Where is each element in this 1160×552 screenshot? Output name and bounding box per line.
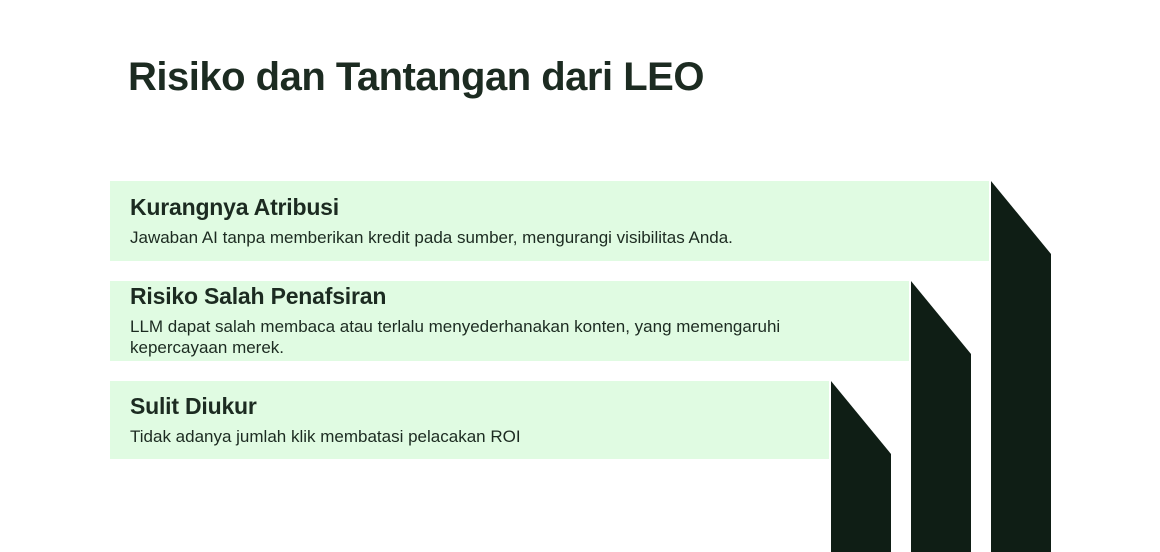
- decor-bar-left: [831, 381, 891, 552]
- risk-card-lack-of-attribution: [110, 181, 989, 261]
- risk-card-misinterpretation: [110, 281, 909, 361]
- card-heading: Sulit Diukur: [130, 393, 257, 420]
- card-body: Jawaban AI tanpa memberikan kredit pada sumber, mengurangi visibilitas Anda.: [130, 227, 733, 247]
- card-body: Tidak adanya jumlah klik membatasi pelacakan ROI: [130, 426, 521, 446]
- card-body: LLM dapat salah membaca atau terlalu menyederhanakan konten, yang memengaruhi kepercayaan merek.: [130, 317, 781, 358]
- risk-card-hard-to-measure: [110, 381, 829, 459]
- card-heading: Risiko Salah Penafsiran: [130, 283, 387, 310]
- card-heading: Kurangnya Atribusi: [130, 194, 339, 221]
- page-title: Risiko dan Tantangan dari LEO: [128, 55, 704, 99]
- decor-bar-right: [991, 181, 1051, 552]
- decor-bar-middle: [911, 281, 971, 552]
